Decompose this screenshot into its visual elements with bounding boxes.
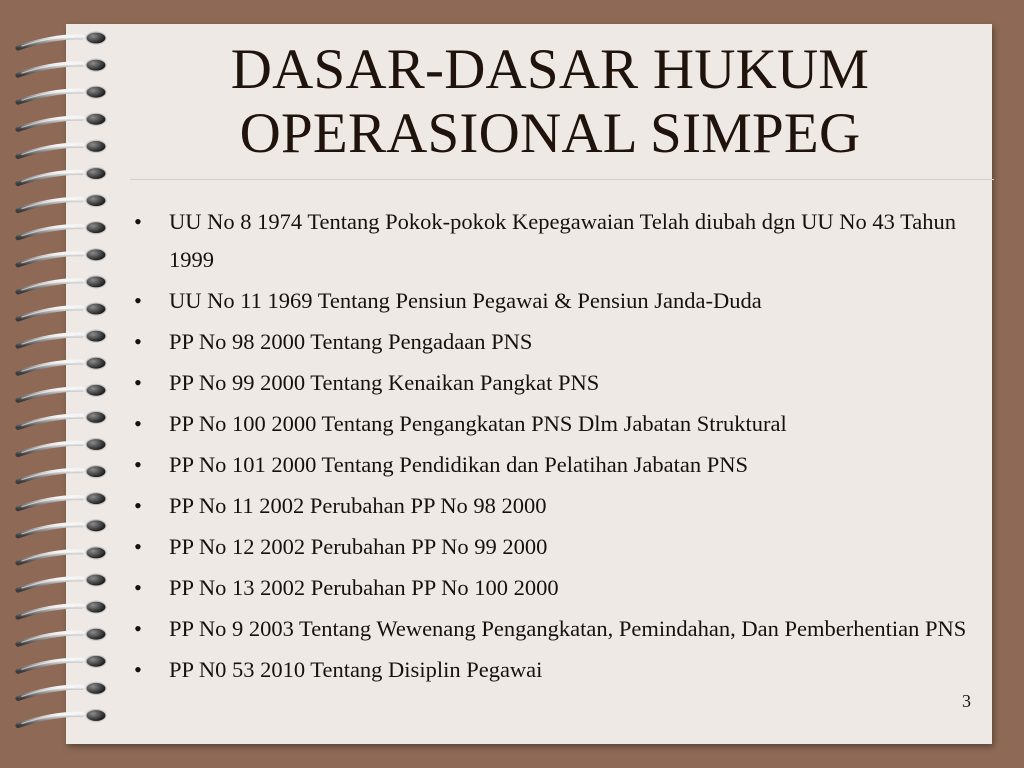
bullet-icon: • [134,410,142,436]
binding-hole-icon [86,113,106,125]
list-item-text: UU No 8 1974 Tentang Pokok-pokok Kepegawaian Telah diubah dgn UU No 43 Tahun 1999 [169,209,957,272]
binding-hole-icon [86,357,106,369]
binding-hole-icon [86,140,106,152]
binding-hole-icon [86,601,106,613]
list-item-text: PP No 101 2000 Tentang Pendidikan dan Pelatihan Jabatan PNS [169,451,749,477]
binding-hole-icon [86,710,106,722]
binding-hole-icon [86,249,106,261]
binding-hole-icon [86,493,106,505]
list-item-text: PP No 13 2002 Perubahan PP No 100 2000 [169,574,559,600]
bullet-icon: • [134,451,142,477]
list-item-text: PP No 11 2002 Perubahan PP No 98 2000 [169,492,547,518]
binding-hole-icon [86,520,106,532]
bullet-icon: • [134,656,142,682]
list-item-text: PP No 98 2000 Tentang Pengadaan PNS [169,328,533,354]
bullet-icon: • [134,533,142,559]
binding-hole-icon [86,547,106,559]
list-item-text: PP No 100 2000 Tentang Pengangkatan PNS Dlm Jabatan Struktural [169,410,787,436]
binding-hole-icon [86,168,106,180]
list-item [126,446,976,484]
binding-hole-icon [86,86,106,98]
list-item-text: PP No 12 2002 Perubahan PP No 99 2000 [169,533,548,559]
bullet-icon: • [134,574,142,600]
list-item-text: PP No 99 2000 Tentang Kenaikan Pangkat PNS [169,369,600,395]
slide-title-line-1: DASAR-DASAR HUKUM [230,38,870,101]
list-item-text: UU No 11 1969 Tentang Pensiun Pegawai & Pensiun Janda-Duda [169,287,762,313]
list-item [126,528,976,566]
binding-hole-icon [86,574,106,586]
binding-hole-icon [86,655,106,667]
slide-page-number: 3 [962,691,971,711]
binding-hole-icon [86,411,106,423]
binding-hole-icon [86,32,106,44]
binding-hole-icon [86,384,106,396]
slide-title-line-2: OPERASIONAL SIMPEG [239,102,861,165]
list-item-text: PP N0 53 2010 Tentang Disiplin Pegawai [169,656,543,682]
list-item [126,203,976,278]
list-item [126,282,976,320]
list-item [126,323,976,361]
list-item [126,364,976,402]
list-item [126,405,976,443]
binding-hole-icon [86,330,106,342]
list-item [126,569,976,607]
binding-hole-icon [86,222,106,234]
bullet-icon: • [134,492,142,518]
bullet-icon: • [134,209,142,234]
title-divider [130,179,994,180]
binding-hole-icon [86,628,106,640]
binding-hole-icon [86,303,106,315]
bullet-icon: • [134,328,142,354]
list-item [126,651,976,689]
binding-hole-icon [86,195,106,207]
binding-hole-icon [86,59,106,71]
list-item [126,487,976,525]
list-item-text: PP No 9 2003 Tentang Wewenang Pengangkatan, Pemindahan, Dan Pemberhentian PNS [169,615,967,641]
bullet-icon: • [134,287,142,313]
bullet-icon: • [134,615,142,641]
list-item [126,610,976,648]
bullet-icon: • [134,369,142,395]
binding-hole-icon [86,466,106,478]
binding-hole-icon [86,682,106,694]
regulation-list [126,203,976,692]
slide-title [110,38,990,166]
binding-hole-icon [86,439,106,451]
binding-hole-icon [86,276,106,288]
